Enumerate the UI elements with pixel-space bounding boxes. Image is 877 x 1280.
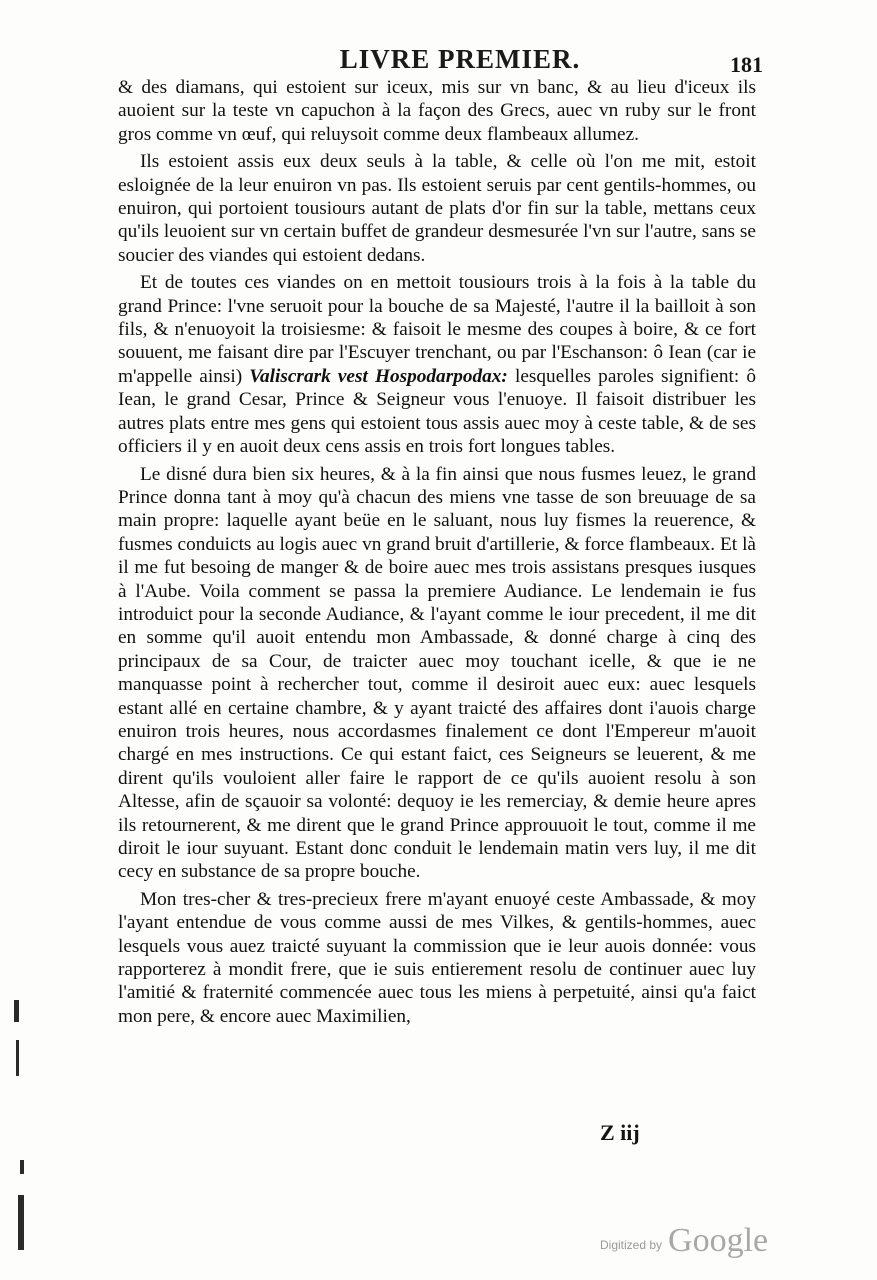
page-number: 181 — [730, 52, 763, 77]
ink-mark — [20, 1160, 24, 1174]
signature-mark: Z iij — [600, 1120, 640, 1145]
paragraph-5: Mon tres-cher & tres-precieux frere m'ayant enuoyé ceste Ambassade, & moy l'ayant entendue de vous comme aussi de mes Vilkes, & gentils-hommes, auec lesquels vous auez traicté suyuant la commission que ie leur auois donnée: vous rapporterez à mondit frere, que ie suis entierement resolu de continuer auec luy l'amitié & fraternité commencée auec tous les miens à perpetuité, ainsi qu'a faict mon pere, & encore auec Maximilien, — [118, 888, 756, 1027]
margin-ink-marks — [0, 0, 40, 1280]
ink-mark — [14, 1000, 19, 1022]
paragraph-2: Ils estoient assis eux deux seuls à la table, & celle où l'on me mit, estoit esloignée de la leur enuiron vn pas. Ils estoient seruis par cent gentils-hommes, ou enuiron, qui portoient tousiours autant de plats d'or fin sur la table, mettans ceux qu'ils leuoient sur vn certain buffet de grandeur desmesurée l'vn sur l'autre, sans se soucier des viandes qui estoient dedans. — [118, 151, 756, 266]
ink-mark — [18, 1195, 24, 1250]
paragraph-3-continuation: lesquelles paroles signifient: ô Iean, le grand Cesar, Prince & Seigneur vous l'enuoye. Il faisoit distribuer les autres plats entre mes gens qui estoient tous assis auec moy à ceste table, & de ses officiers il y en auoit deux cens assis en trois fort longues tables. — [118, 365, 756, 458]
ink-mark — [16, 1040, 19, 1076]
running-header: LIVRE PREMIER. — [339, 44, 581, 74]
body-text — [118, 76, 756, 1028]
google-logo: Google — [668, 1222, 769, 1259]
digitized-label: Digitized by — [600, 1238, 663, 1252]
paragraph-1: & des diamans, qui estoient sur iceux, mis sur vn banc, & au lieu d'iceux ils auoient sur la teste vn capuchon à la façon des Grecs, auec vn ruby sur le front gros comme vn œuf, qui reluysoit comme deux flambeaux allumez. — [118, 77, 756, 145]
paragraph-3-text: Et de toutes ces viandes on en mettoit tousiours trois à la fois à la table du grand Prince: l'vne seruoit pour la bouche de sa Majesté, l'autre il la bailloit à son fils, & n'enuoyoit la troisiesme: & faisoit le mesme des coupes à boire, & ce fort souuent, me faisant dire par l'Escuyer trenchant, ou par l'Eschanson: ô Iean (car ie m'appelle ainsi) — [118, 272, 756, 387]
paragraph-3 — [118, 271, 756, 458]
paragraph-4: Le disné dura bien six heures, & à la fin ainsi que nous fusmes leuez, le grand Prince donna tant à moy qu'à chacun des miens vne tasse de son breuuage de sa main propre: laquelle ayant beüe en le saluant, nous luy fismes la reuerence, & fusmes conduicts au logis auec vn grand bruit d'artillerie, & force flambeaux. Et là il me fut besoing de manger & de boire auec mes trois assistans presques iusques à l'Aube. Voila comment se passa la premiere Audiance. Le lendemain ie fus introduict pour la seconde Audiance, & l'ayant comme le iour precedent, il me dit en somme qu'il auoit entendu mon Ambassade, & donné charge à cinq des principaux de sa Cour, de traicter auec moy touchant icelle, & que ie ne manquasse point à rechercher tout, comme il desiroit auec eux: auec lesquels estant allé en certaine chambre, & y ayant traicté des affaires dont i'auois charge enuiron trois heures, nous accordasmes finalement ce dont l'Empereur m'auoit chargé en mes instructions. Ce qui estant faict, ces Seigneurs se leuerent, & me dirent qu'ils vouloient aller faire le rapport de ce qu'ils auoient resolu à son Altesse, afin de sçauoir sa volonté: dequoy ie les remerciay, & demie heure apres ils retournerent, & me dirent que le grand Prince approuuoit le tout, comme il me diroit le iour suyuant. Estant donc conduit le lendemain matin vers luy, il me dit cecy en substance de sa propre bouche. — [118, 463, 756, 883]
foreign-phrase: Valiscrark vest Hospodarpodax: — [249, 365, 508, 387]
google-watermark — [600, 1220, 800, 1260]
